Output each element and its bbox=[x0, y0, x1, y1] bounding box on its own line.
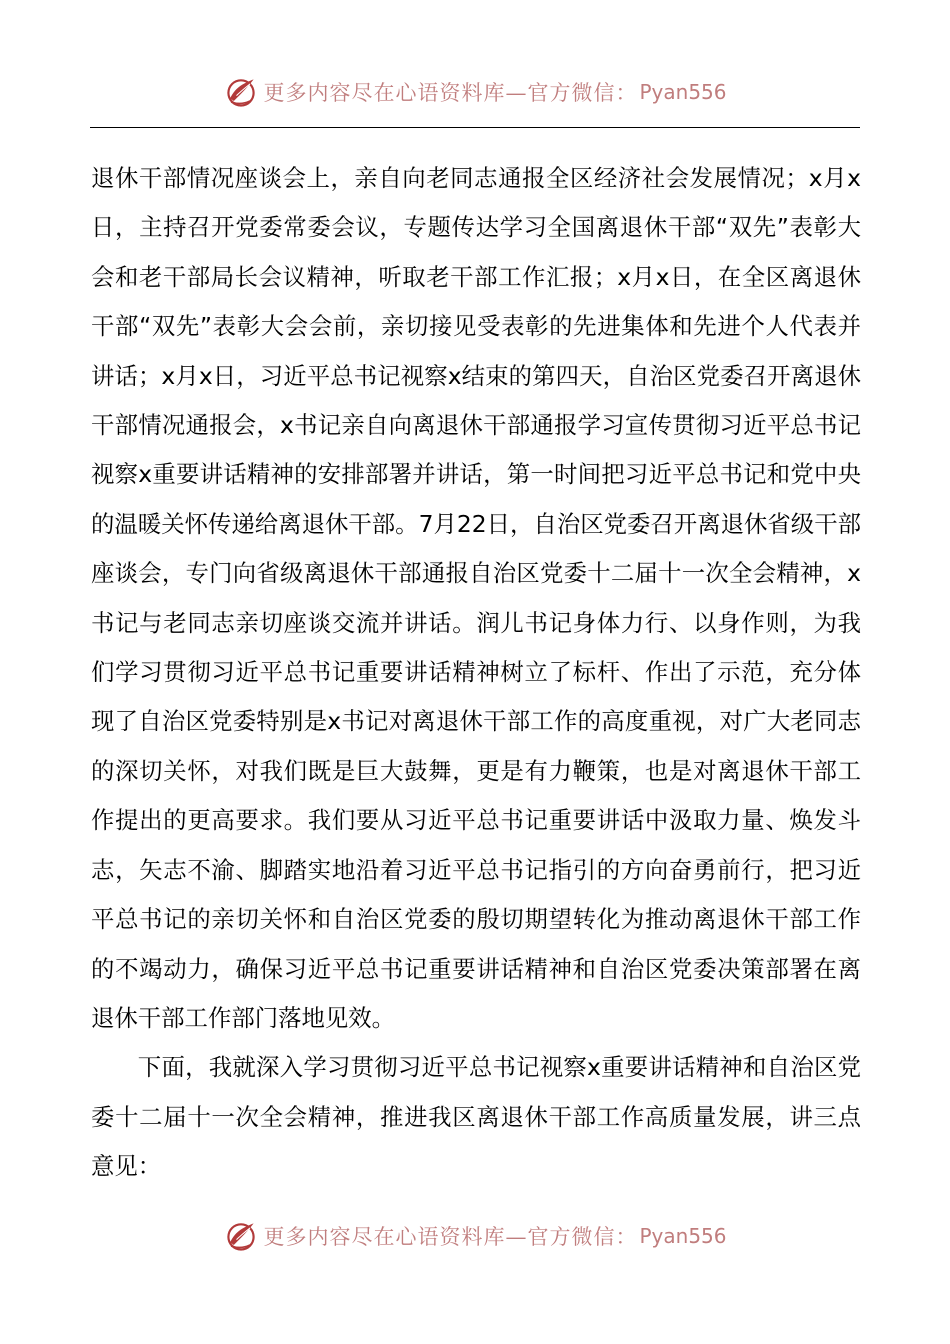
watermark-handle: Pyan556 bbox=[639, 80, 727, 104]
header-watermark bbox=[0, 72, 950, 112]
watermark-handle: Pyan556 bbox=[639, 1224, 727, 1248]
scroll-quill-logo-icon bbox=[223, 1218, 259, 1254]
document-body bbox=[91, 154, 861, 1192]
scroll-quill-logo-icon bbox=[223, 74, 259, 110]
body-paragraph-1: 退休干部情况座谈会上，亲自向老同志通报全区经济社会发展情况；x月x日，主持召开党委常委会议，专题传达学习全国离退休干部“双先”表彰大会和老干部局长会议精神，听取老干部工作汇报；x月x日，在全区离退休干部“双先”表彰大会会前，亲切接见受表彰的先进集体和先进个人代表并讲话；x月x日，习近平总书记视察x结束的第四天，自治区党委召开离退休干部情况通报会，x书记亲自向离退休干部通报学习宣传贯彻习近平总书记视察x重要讲话精神的安排部署并讲话，第一时间把习近平总书记和党中央的温暖关怀传递给离退休干部。7月22日，自治区党委召开离退休省级干部座谈会，专门向省级离退休干部通报自治区党委十二届十一次全会精神，x书记与老同志亲切座谈交流并讲话。润儿书记身体力行、以身作则，为我们学习贯彻习近平总书记重要讲话精神树立了标杆、作出了示范，充分体现了自治区党委特别是x书记对离退休干部工作的高度重视，对广大老同志的深切关怀，对我们既是巨大鼓舞，更是有力鞭策，也是对离退休干部工作提出的更高要求。我们要从习近平总书记重要讲话中汲取力量、焕发斗志，矢志不渝、脚踏实地沿着习近平总书记指引的方向奋勇前行，把习近平总书记的亲切关怀和自治区党委的殷切期望转化为推动离退休干部工作的不竭动力，确保习近平总书记重要讲话精神和自治区党委决策部署在离退休干部工作部门落地见效。 bbox=[91, 164, 861, 1032]
header-divider bbox=[90, 127, 860, 128]
footer-watermark bbox=[0, 1216, 950, 1256]
watermark-text: 更多内容尽在心语资料库—官方微信： bbox=[263, 1225, 638, 1249]
body-paragraph-2: 下面，我就深入学习贯彻习近平总书记视察x重要讲话精神和自治区党委十二届十一次全会精神，推进我区离退休干部工作高质量发展，讲三点意见： bbox=[91, 1053, 861, 1181]
watermark-text: 更多内容尽在心语资料库—官方微信： bbox=[263, 81, 638, 105]
